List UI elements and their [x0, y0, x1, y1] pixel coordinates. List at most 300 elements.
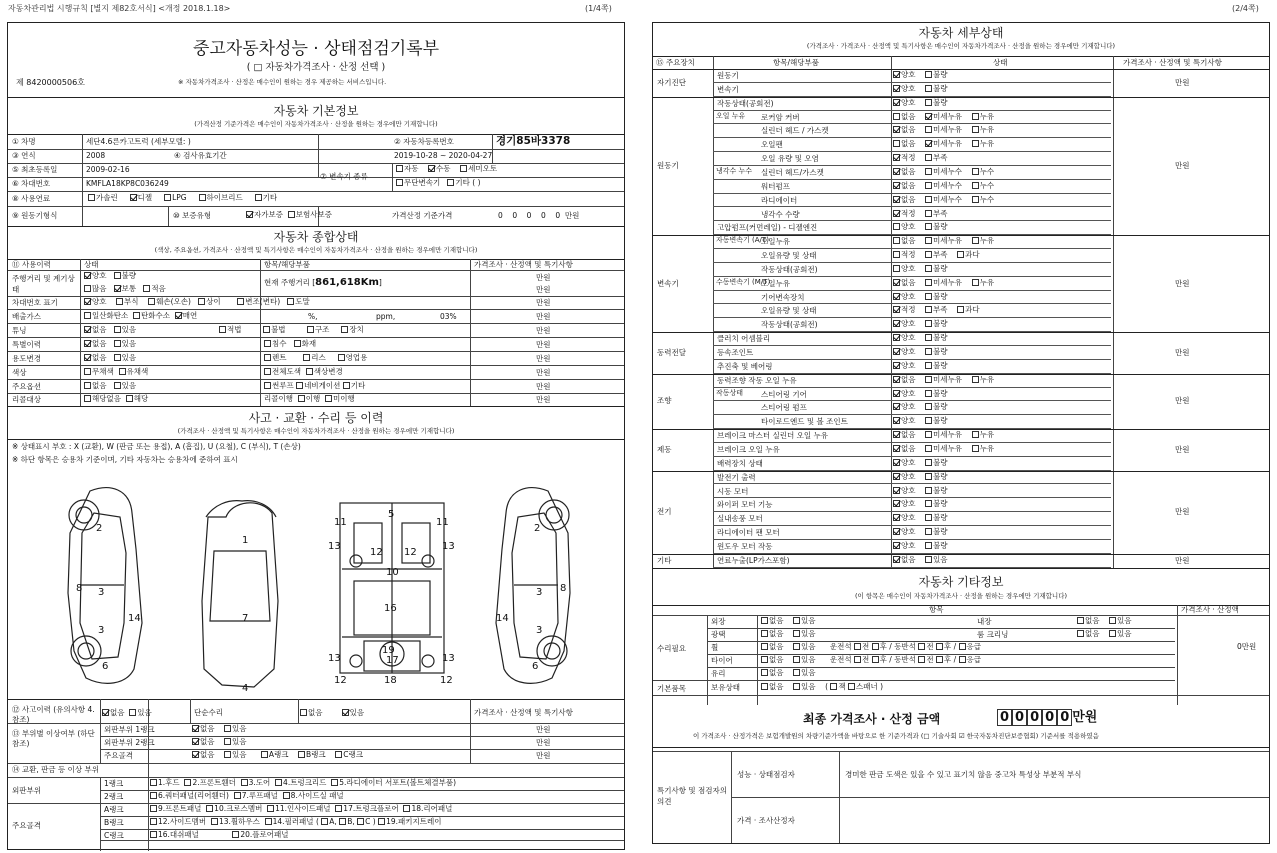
odometer-value: 861,618Km: [315, 277, 379, 288]
detail-row: [713, 346, 1111, 360]
car-name-label: ① 차명: [12, 137, 36, 146]
summary-won-7: 만원: [536, 354, 551, 363]
recall-yes-checkbox[interactable]: [126, 395, 133, 402]
status-checkbox[interactable]: [925, 431, 932, 438]
status-checkbox[interactable]: [925, 556, 932, 563]
fuel-hybrid-checkbox[interactable]: [199, 194, 206, 201]
status-checkbox[interactable]: [893, 182, 900, 189]
status-checkbox[interactable]: [925, 210, 932, 217]
detail-row: [713, 166, 1111, 180]
detail-subgroup-label: 수동변속기 (M/T): [716, 277, 771, 286]
svg-text:2: 2: [96, 523, 103, 534]
emission-smoke-checkbox[interactable]: [175, 312, 182, 319]
outer-parts-label: 외판부위: [12, 786, 41, 795]
status-checkbox[interactable]: [893, 71, 900, 78]
other-head-item: 항목: [929, 605, 944, 614]
status-checkbox[interactable]: [893, 154, 900, 161]
tuning-detail: 적법 불법 구조 장치: [219, 326, 364, 334]
status-checkbox[interactable]: [893, 348, 900, 355]
recall-done-checkbox[interactable]: [298, 395, 305, 402]
status-checkbox[interactable]: [972, 126, 979, 133]
vin-damage-checkbox[interactable]: [148, 298, 155, 305]
detail-row: [713, 97, 1111, 111]
special-history-label: 특별이력: [12, 340, 41, 349]
status-checkbox[interactable]: [893, 390, 900, 397]
detail-row: [713, 443, 1111, 457]
transmission-options-2: 무단변속기 기타 ( ): [396, 179, 481, 187]
status-checkbox[interactable]: [893, 237, 900, 244]
acc-won-1: 만원: [536, 725, 551, 734]
final-price-digits: 0 0 0 0 0 만원: [997, 711, 1097, 724]
detail-row: [713, 152, 1111, 166]
detail-group-won: 만원: [1175, 396, 1190, 406]
detail-item-label: 추진축 및 베어링: [717, 361, 773, 371]
detail-group-name: 조향: [657, 396, 672, 406]
status-checkbox[interactable]: [925, 473, 932, 480]
warranty-self-checkbox[interactable]: [246, 211, 253, 218]
status-checkbox[interactable]: [893, 514, 900, 521]
car-name-value: 세단4.6른카고트럭 (세부모델: ): [86, 137, 191, 146]
status-checkbox[interactable]: [925, 320, 932, 327]
detail-row: [713, 512, 1111, 526]
detail-item-label: 기어변속장치: [761, 292, 805, 302]
room-clean-label: 룸 크리닝: [977, 630, 1009, 639]
status-checkbox[interactable]: [925, 348, 932, 355]
status-checkbox[interactable]: [893, 376, 900, 383]
detail-row: [713, 526, 1111, 540]
tuning-yes-checkbox[interactable]: [114, 326, 121, 333]
detail-status-options: 양호 불량: [893, 403, 957, 411]
detail-item-label: 브레이크 마스터 실린더 오일 누유: [717, 431, 828, 441]
detail-row: [713, 83, 1111, 97]
detail-status-options: 양호 불량: [893, 459, 957, 467]
accident-none-checkbox[interactable]: [102, 709, 109, 716]
detail-item-label: 연료누출(LP가스포함): [717, 555, 790, 565]
status-checkbox[interactable]: [893, 251, 900, 258]
other-table: [653, 605, 1269, 705]
status-checkbox[interactable]: [893, 556, 900, 563]
wheel-label: 휠: [711, 643, 719, 652]
trans-manual-checkbox[interactable]: [428, 165, 435, 172]
options-sunroof-checkbox[interactable]: [264, 382, 271, 389]
status-checkbox[interactable]: [925, 514, 932, 521]
frame-c-checkbox[interactable]: [335, 751, 342, 758]
rankC-items: 16.대쉬패널 20.플로어패널: [150, 831, 288, 839]
status-checkbox[interactable]: [893, 99, 900, 106]
tuning-device-checkbox[interactable]: [341, 326, 348, 333]
inspection-period-label: ④ 검사유효기간: [174, 151, 227, 160]
detail-status-options: 없음 미세누유 누유: [893, 376, 1004, 384]
rank1-none-checkbox[interactable]: [192, 725, 199, 732]
exterior-options: 없음 있음: [761, 617, 816, 625]
detail-subgroup-label: 냉각수 누수: [716, 166, 753, 175]
status-checkbox[interactable]: [925, 154, 932, 161]
special-yes-checkbox[interactable]: [114, 340, 121, 347]
vin-value: KMFLA18KP8C036249: [86, 179, 169, 188]
svg-text:3: 3: [536, 587, 543, 598]
other-title: 자동차 기타정보: [918, 575, 1004, 589]
status-checkbox[interactable]: [972, 376, 979, 383]
vin-rust-checkbox[interactable]: [116, 298, 123, 305]
detail-item-label: 오일 유량 및 오염: [761, 154, 819, 164]
basic-info-table: [8, 134, 624, 226]
exterior-label: 외장: [711, 617, 726, 626]
svg-text:2: 2: [534, 523, 541, 534]
detail-head-items: 항목/해당부품: [773, 58, 819, 67]
detail-row: [713, 263, 1111, 277]
glass-options: 없음 있음: [761, 669, 816, 677]
options-none-checkbox[interactable]: [84, 382, 91, 389]
interior-label: 내장: [977, 617, 992, 626]
status-checkbox[interactable]: [893, 210, 900, 217]
svg-text:14: 14: [496, 613, 509, 624]
detail-row: [713, 485, 1111, 499]
status-checkbox[interactable]: [972, 279, 979, 286]
detail-item-label: 원동기: [717, 71, 739, 80]
repair-yes-checkbox[interactable]: [342, 709, 349, 716]
basic-info-title: 자동차 기본정보: [273, 104, 359, 118]
detail-item-label: 오일유량 및 상태: [761, 251, 817, 261]
mileage-status-2: 많음 보통 적음: [84, 285, 166, 293]
detail-status-options: 없음 있음: [893, 556, 957, 564]
vin-altered-checkbox[interactable]: [237, 298, 244, 305]
status-checkbox[interactable]: [925, 445, 932, 452]
status-checkbox[interactable]: [893, 265, 900, 272]
summary-head-price: 가격조사 · 산정액 및 특기사항: [474, 260, 573, 269]
purpose-change-options: 없음 있음: [84, 354, 136, 362]
tuning-legal-checkbox[interactable]: [219, 326, 226, 333]
detail-status-options: 적정 부족 과다: [893, 306, 989, 314]
rank2-none-checkbox[interactable]: [192, 738, 199, 745]
detail-row: [713, 249, 1111, 263]
emission-co-checkbox[interactable]: [84, 312, 91, 319]
status-checkbox[interactable]: [893, 196, 900, 203]
status-checkbox[interactable]: [893, 431, 900, 438]
trans-auto-checkbox[interactable]: [396, 165, 403, 172]
form-note: ※ 자동차가격조사 · 산정은 매수인이 원하는 경우 제공하는 서비스입니다.: [178, 78, 387, 86]
status-checkbox[interactable]: [893, 445, 900, 452]
warranty-options: 자가보증 보험사보증: [246, 211, 332, 219]
status-checkbox[interactable]: [893, 85, 900, 92]
special-fire-checkbox[interactable]: [294, 340, 301, 347]
simple-repair-label: 단순수리: [194, 708, 223, 717]
emission-unit-3: 03%: [440, 312, 457, 321]
mileage-good-checkbox[interactable]: [84, 272, 91, 279]
outer-rank2-label: 외판부위 2랭크: [104, 738, 155, 747]
summary-head-items: 항목/해당부품: [264, 260, 310, 269]
rank1-yes-checkbox[interactable]: [224, 725, 231, 732]
detail-head-device: ⑮ 주요장치: [656, 58, 695, 67]
options-nav-checkbox[interactable]: [296, 382, 303, 389]
vin-label: ⑥ 차대번호: [12, 179, 51, 188]
detail-item-label: 실린더 헤드/가스켓: [761, 167, 824, 177]
svg-text:12: 12: [404, 547, 417, 558]
fuel-diesel-checkbox[interactable]: [130, 194, 137, 201]
status-checkbox[interactable]: [925, 265, 932, 272]
detail-status-options: 양호 불량: [893, 334, 957, 342]
status-checkbox[interactable]: [925, 237, 932, 244]
other-note: (이 항목은 매수인이 자동차가격조사 · 산정을 원하는 경우에만 기재합니다): [854, 592, 1068, 600]
detail-row: [713, 554, 1111, 568]
status-checkbox[interactable]: [925, 487, 932, 494]
svg-text:14: 14: [128, 613, 141, 624]
status-checkbox[interactable]: [893, 334, 900, 341]
options-yes-checkbox[interactable]: [114, 382, 121, 389]
detail-row: [713, 69, 1111, 83]
special-none-checkbox[interactable]: [84, 340, 91, 347]
detail-row: [713, 540, 1111, 554]
color-achromatic-checkbox[interactable]: [84, 368, 91, 375]
status-checkbox[interactable]: [925, 334, 932, 341]
status-checkbox[interactable]: [893, 126, 900, 133]
detail-status-options: 적정 부족: [893, 210, 957, 218]
accident-table: [8, 699, 624, 851]
base-price-label: 가격산정 기준가격: [392, 211, 453, 220]
tuning-illegal-checkbox[interactable]: [263, 326, 270, 333]
status-checkbox[interactable]: [893, 473, 900, 480]
status-checkbox[interactable]: [925, 140, 932, 147]
detail-item-label: 라디에이터 팬 모터: [717, 528, 780, 538]
svg-text:3: 3: [98, 587, 105, 598]
options-label: 주요옵션: [12, 382, 41, 391]
status-checkbox[interactable]: [972, 113, 979, 120]
repair-none-checkbox[interactable]: [300, 709, 307, 716]
vin-diff-checkbox[interactable]: [198, 298, 205, 305]
status-checkbox[interactable]: [893, 417, 900, 424]
status-checkbox[interactable]: [925, 293, 932, 300]
status-checkbox[interactable]: [893, 140, 900, 147]
summary-title: 자동차 종합상태: [273, 230, 359, 244]
special-history-detail: 침수 화재: [264, 340, 316, 348]
trans-semi-checkbox[interactable]: [460, 165, 467, 172]
inspector-opinion: 경미한 판금 도색은 있을 수 있고 표기치 않음 중고차 특성상 부분적 부식: [845, 770, 1082, 779]
mileage-label: 주행거리 및 계기상태: [12, 274, 75, 294]
trans-cvt-checkbox[interactable]: [396, 179, 403, 186]
status-checkbox[interactable]: [925, 459, 932, 466]
status-checkbox[interactable]: [893, 113, 900, 120]
status-checkbox[interactable]: [925, 403, 932, 410]
parts-abnormal-label: ⑬ 부위별 이상여부 (하단참조): [12, 729, 95, 748]
status-checkbox[interactable]: [925, 113, 932, 120]
status-checkbox[interactable]: [925, 306, 932, 313]
tuning-struct-checkbox[interactable]: [307, 326, 314, 333]
status-checkbox[interactable]: [893, 487, 900, 494]
emission-hc-checkbox[interactable]: [133, 312, 140, 319]
recall-notdone-checkbox[interactable]: [325, 395, 332, 402]
color-chromatic-checkbox[interactable]: [119, 368, 126, 375]
warranty-insurer-checkbox[interactable]: [288, 211, 295, 218]
svg-text:6: 6: [102, 661, 109, 672]
detail-item-label: 등속조인트: [717, 348, 754, 357]
emission-options: 일산화탄소 탄화수소 매연: [84, 312, 197, 320]
status-checkbox[interactable]: [893, 279, 900, 286]
outer-rank2-options: 없음 있음: [192, 738, 247, 746]
status-checkbox[interactable]: [925, 417, 932, 424]
status-checkbox[interactable]: [893, 293, 900, 300]
repair-needed-label: 수리필요: [657, 644, 686, 653]
status-checkbox[interactable]: [925, 99, 932, 106]
status-checkbox[interactable]: [893, 223, 900, 230]
status-checkbox[interactable]: [972, 140, 979, 147]
rank1-label: 1랭크: [104, 779, 124, 788]
fuel-gasoline-checkbox[interactable]: [88, 194, 95, 201]
options-other-checkbox[interactable]: [343, 382, 350, 389]
detail-item-label: 동력조향 작동 오일 누유: [717, 375, 797, 385]
recall-na-checkbox[interactable]: [84, 395, 91, 402]
acc-won-3: 만원: [536, 751, 551, 760]
status-checkbox[interactable]: [972, 182, 979, 189]
detail-status-options: 양호 불량: [893, 487, 957, 495]
status-checkbox[interactable]: [925, 168, 932, 175]
detail-group-won: 만원: [1175, 77, 1190, 87]
status-checkbox[interactable]: [925, 126, 932, 133]
detail-status-options: 양호 불량: [893, 71, 957, 79]
purpose-yes-checkbox[interactable]: [114, 354, 121, 361]
status-checkbox[interactable]: [957, 306, 964, 313]
vin-good-checkbox[interactable]: [84, 298, 91, 305]
detail-status-options: 양호 불량: [893, 500, 957, 508]
detail-item-label: 발전기 출력: [717, 472, 756, 482]
detail-status-options: 양호 불량: [893, 417, 957, 425]
status-checkbox[interactable]: [972, 431, 979, 438]
detail-row: [713, 138, 1111, 152]
detail-row: [713, 360, 1111, 374]
summary-won-10: 만원: [536, 395, 551, 404]
purpose-business-checkbox[interactable]: [338, 354, 345, 361]
status-legend: ※ 상태표시 부호 : X (교환), W (판금 또는 용접), A (흠집), U (요철), C (부식), T (손상): [12, 442, 301, 451]
detail-row: [713, 277, 1111, 291]
frame-none-checkbox[interactable]: [192, 751, 199, 758]
status-checkbox[interactable]: [925, 279, 932, 286]
status-checkbox[interactable]: [957, 251, 964, 258]
summary-note: (색상, 주요옵션, 가격조사 · 산정액 및 특기사항은 매수인이 자동차가격조사 · 산정을 원하는 경우에만 기재합니다): [154, 246, 478, 254]
status-checkbox[interactable]: [972, 196, 979, 203]
polish-options: 없음 있음: [761, 630, 816, 638]
svg-text:6: 6: [532, 661, 539, 672]
rankC-label: C랭크: [104, 831, 124, 840]
status-checkbox[interactable]: [925, 85, 932, 92]
page-1-sheet: [7, 22, 625, 850]
status-checkbox[interactable]: [893, 320, 900, 327]
detail-status-options: 없음 미세누유 누유: [893, 113, 1004, 121]
status-checkbox[interactable]: [893, 168, 900, 175]
status-checkbox[interactable]: [893, 306, 900, 313]
detail-status-options: 없음 미세누유 누유: [893, 126, 1004, 134]
engine-type-label: ⑨ 원동기형식: [12, 211, 58, 220]
tuning-none-checkbox[interactable]: [84, 326, 91, 333]
mileage-high-checkbox[interactable]: [84, 285, 91, 292]
mileage-low-checkbox[interactable]: [143, 285, 150, 292]
frame-yes-checkbox[interactable]: [224, 751, 231, 758]
vin-painted-checkbox[interactable]: [287, 298, 294, 305]
svg-text:17: 17: [386, 655, 399, 666]
fuel-other-checkbox[interactable]: [255, 194, 262, 201]
status-checkbox[interactable]: [925, 362, 932, 369]
special-flood-checkbox[interactable]: [264, 340, 271, 347]
tire-options: 없음 있음 운전석 전 후 / 동반석 전 후 / 응급: [761, 656, 981, 664]
status-checkbox[interactable]: [893, 403, 900, 410]
status-checkbox[interactable]: [925, 376, 932, 383]
detail-row: [713, 194, 1111, 208]
status-checkbox[interactable]: [925, 500, 932, 507]
warranty-label: ⑩ 보증유형: [173, 211, 212, 220]
purpose-rent-checkbox[interactable]: [264, 354, 271, 361]
detail-item-label: 작동상태(공회전): [761, 264, 818, 274]
trans-other-checkbox[interactable]: [447, 179, 454, 186]
status-checkbox[interactable]: [925, 182, 932, 189]
detail-row: [713, 332, 1111, 346]
status-checkbox[interactable]: [925, 390, 932, 397]
frame-a-checkbox[interactable]: [261, 751, 268, 758]
status-checkbox[interactable]: [893, 459, 900, 466]
fuel-lpg-checkbox[interactable]: [164, 194, 171, 201]
color-change-checkbox[interactable]: [306, 368, 313, 375]
options-detail: 썬루프 네비게이션 기타: [264, 382, 365, 390]
frame-label: 주요골격: [104, 751, 133, 760]
detail-item-label: 라디에이터: [761, 195, 798, 205]
acc-won-2: 만원: [536, 738, 551, 747]
status-checkbox[interactable]: [925, 542, 932, 549]
status-checkbox[interactable]: [972, 445, 979, 452]
inspection-period-value: 2019-10-28 ~ 2020-04-27: [394, 151, 493, 160]
detail-group-name: 원동기: [657, 160, 679, 170]
status-checkbox[interactable]: [972, 237, 979, 244]
simple-repair-options: 없음 있음: [300, 709, 364, 717]
status-checkbox[interactable]: [925, 196, 932, 203]
detail-status-options: 양호 불량: [893, 348, 957, 356]
rank2-yes-checkbox[interactable]: [224, 738, 231, 745]
appraiser-label: 가격 · 조사산정자: [737, 816, 795, 825]
detail-group-won: 만원: [1175, 347, 1190, 357]
purpose-lease-checkbox[interactable]: [303, 354, 310, 361]
detail-group-name: 기타: [657, 555, 672, 565]
summary-won-2: 만원: [536, 285, 551, 294]
detail-item-label: 와이퍼 모터 기능: [717, 500, 773, 510]
status-checkbox[interactable]: [893, 542, 900, 549]
accident-yes-checkbox[interactable]: [129, 709, 136, 716]
svg-text:13: 13: [328, 653, 341, 664]
detail-status-options: 양호 불량: [893, 473, 957, 481]
detail-group-name: 변속기: [657, 278, 679, 288]
mileage-normal-checkbox[interactable]: [114, 285, 121, 292]
frame-b-checkbox[interactable]: [298, 751, 305, 758]
status-checkbox[interactable]: [893, 362, 900, 369]
status-checkbox[interactable]: [925, 71, 932, 78]
detail-row: [713, 498, 1111, 512]
rank1-items: 1.후드 2.프론트휀더 3.도어 4.트렁크리드 5.라디에이터 서포트(볼트체결부품): [150, 779, 456, 787]
accident-note: (가격조사 · 산정액 및 특기사항은 매수인이 자동차가격조사 · 산정을 원하는 경우에만 기재합니다): [177, 427, 455, 435]
color-full-paint-checkbox[interactable]: [264, 368, 271, 375]
status-checkbox[interactable]: [893, 500, 900, 507]
fuel-label: ⑧ 사용연료: [12, 194, 51, 203]
summary-won-3: 만원: [536, 298, 551, 307]
status-checkbox[interactable]: [893, 528, 900, 535]
car-standard-note: ※ 하단 항목은 승용차 기준이며, 기타 자동차는 승용차에 준하여 표시: [12, 455, 238, 464]
purpose-none-checkbox[interactable]: [84, 354, 91, 361]
status-checkbox[interactable]: [925, 528, 932, 535]
detail-subgroup-label: 자동변속기 (A/T): [716, 236, 769, 245]
detail-item-label: 시동 모터: [717, 486, 749, 496]
mileage-bad-checkbox[interactable]: [114, 272, 121, 279]
detail-item-label: 윈도우 모터 작동: [717, 541, 773, 551]
detail-row: [713, 304, 1111, 318]
status-checkbox[interactable]: [925, 223, 932, 230]
status-checkbox[interactable]: [925, 251, 932, 258]
status-checkbox[interactable]: [972, 168, 979, 175]
base-price-digits: 0 0 0 0 0 만원: [498, 211, 580, 220]
detail-status-options: 양호 불량: [893, 542, 957, 550]
detail-status-options: 양호 불량: [893, 223, 957, 231]
